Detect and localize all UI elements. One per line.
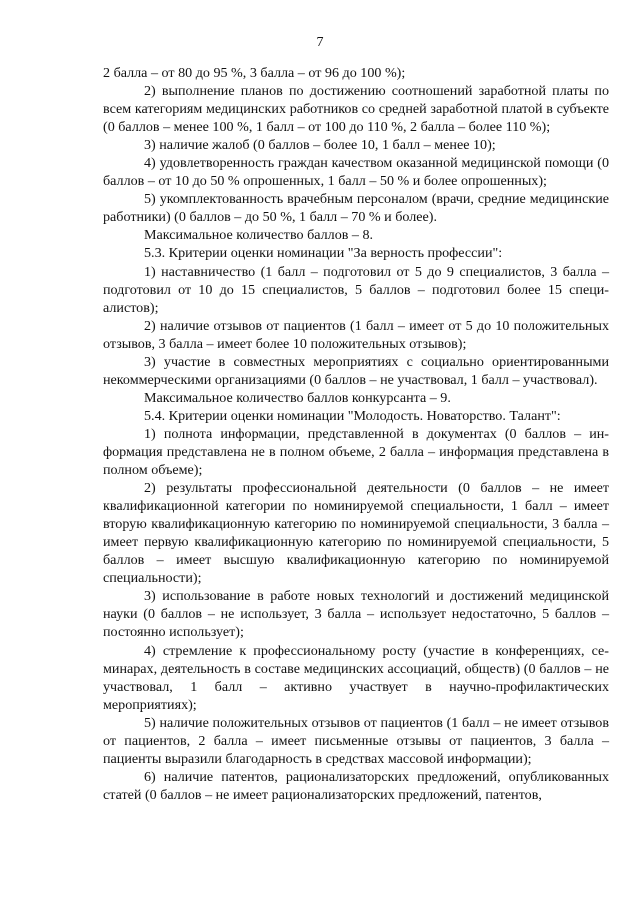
paragraph-criterion-new-technologies: 3) использование в работе новых технологий и достижений медицинской науки (0 баллов – не использует, 3 балла – использует недостаточно, 5 баллов – постоянно использует); [103, 588, 609, 641]
section-heading-5-4: 5.4. Критерии оценки номинации "Молодость. Новаторство. Талант": [144, 407, 561, 424]
paragraph-criterion-joint-events: 3) участие в совместных мероприятиях с социально ориентированными некоммерческими организациями (0 баллов – не участвовал, 1 балл – участвовал). [103, 353, 609, 388]
paragraph-continuation: 2 балла – от 80 до 95 %, 3 балла – от 96 до 100 %); [103, 65, 406, 81]
paragraph-criterion-patient-reviews: 2) наличие отзывов от пациентов (1 балл – имеет от 5 до 10 положительных отзывов, 3 балла – имеет более 10 положительных отзывов); [103, 317, 609, 352]
document-body [103, 64, 609, 804]
paragraph-criterion-satisfaction: 4) удовлетворенность граждан качеством оказанной медицинской помощи (0 баллов – от 10 до 50 % опрошенных, 1 балл – 50 % и более опрошенных); [103, 155, 609, 190]
paragraph-max-score: Максимальное количество баллов – 8. [144, 227, 374, 244]
paragraph-criterion-positive-reviews: 5) наличие положительных отзывов от пациентов (1 балл – не имеет отзывов от пациентов, 2 балла – имеет письменные отзывы от пациентов, 3 балла – пациенты выразили благодарность в средствах массовой информации); [103, 714, 609, 767]
paragraph-criterion-professional-results: 2) результаты профессиональной деятельности (0 баллов – не имеет квалификационной категории по номинируемой специальности, 1 балл – имеет вторую квалификационную категорию по номинируемой специальности, 3 балла – имеет первую квалификационную категорию по номинируемой специальности, 5 баллов – имеет высшую квалификационную категорию по номинируемой специальности); [103, 480, 609, 587]
paragraph-criterion-professional-growth: 4) стремление к профессиональному росту (участие в конференциях, семинарах, деятельность в составе медицинских ассоциаций, обществ) (0 баллов – не участвовал, 1 балл – активно участвует в научно-профилактических мероприятиях); [103, 642, 609, 713]
section-heading-5-3: 5.3. Критерии оценки номинации "За верность профессии": [144, 245, 503, 262]
paragraph-criterion-staffing: 5) укомплектованность врачебным персоналом (врачи, средние медицинские работники) (0 баллов – до 50 %, 1 балл – 70 % и более). [103, 191, 609, 226]
paragraph-criterion-mentoring: 1) наставничество (1 балл – подготовил от 5 до 9 специалистов, 3 балла – подготовил от 10 до 15 специалистов, 5 баллов – подготовил более 15 специалистов); [103, 263, 609, 316]
paragraph-criterion-salary-ratio: 2) выполнение планов по достижению соотношений заработной платы по всем категориям медицинских работников со средней заработной платой в субъекте (0 баллов – менее 100 %, 1 балл – от 100 до 110 %, 2 балла – более 110 %); [103, 83, 609, 136]
paragraph-criterion-patents: 6) наличие патентов, рационализаторских предложений, опубликованных статей (0 баллов – не имеет рационализаторских предложений, патентов, [103, 768, 609, 803]
paragraph-criterion-complaints: 3) наличие жалоб (0 баллов – более 10, 1 балл – менее 10); [144, 137, 496, 154]
paragraph-criterion-documents: 1) полнота информации, представленной в документах (0 баллов – информация представлена не в полном объеме, 2 балла – информация представлена в полном объеме); [103, 425, 609, 479]
paragraph-max-score-contestant: Максимальное количество баллов конкурсанта – 9. [144, 389, 451, 406]
page-number: 7 [316, 35, 324, 50]
